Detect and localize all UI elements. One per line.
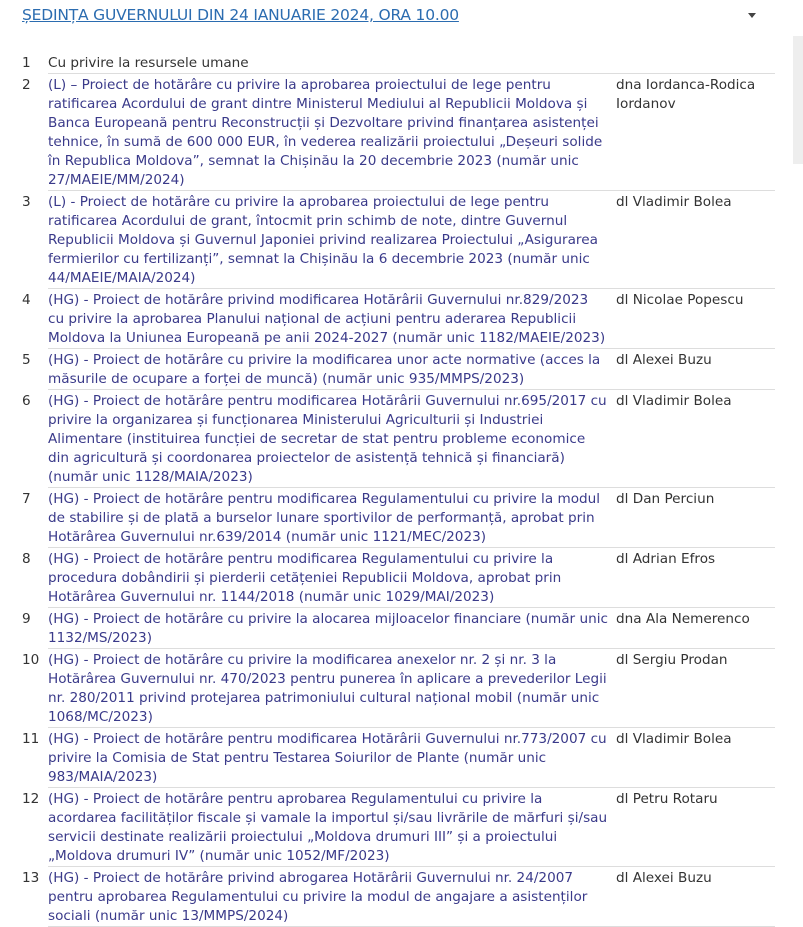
agenda-item-number: 9 <box>22 610 31 627</box>
agenda-row <box>22 289 775 349</box>
agenda-item-text: (HG) - Proiect de hotărâre cu privire la modificarea anexelor nr. 2 și nr. 3 la Hotărârea Guvernului nr. 470/2023 pentru punerea în aplicare a prevederilor Legii nr. 280/2011 privind protejarea patrimoniului cultural național mobil (număr unic 1068/MC/2023) <box>48 649 616 728</box>
agenda-row <box>22 728 775 788</box>
agenda-item-number: 12 <box>22 790 40 807</box>
agenda-item-responsible: dl Dan Perciun <box>616 488 775 548</box>
agenda-row <box>22 52 775 74</box>
agenda-item-responsible <box>616 52 775 74</box>
agenda-row <box>22 349 775 390</box>
agenda-item-text: (HG) - Proiect de hotărâre pentru modificarea Regulamentului cu privire la procedura dobândirii și pierderii cetățeniei Republicii Moldova, aprobat prin Hotărârea Guvernului nr. 1144/2018 (număr unic 1029/MAI/2023) <box>48 548 616 608</box>
agenda-row <box>22 608 775 649</box>
agenda-item-number: 10 <box>22 651 40 668</box>
agenda-item-text: (HG) - Proiect de hotărâre pentru modificarea Regulamentului cu privire la modul de stabilire și de plată a burselor lunare sportivilor de performanță, aprobat prin Hotărârea Guvernului nr.639/2014 (număr unic 1121/MEC/2023) <box>48 488 616 548</box>
scrollbar-thumb[interactable] <box>793 36 803 164</box>
session-title-link[interactable]: ȘEDINȚA GUVERNULUI DIN 24 IANUARIE 2024, ORA 10.00 <box>22 6 459 24</box>
agenda-item-text: (HG) - Proiect de hotărâre privind abrogarea Hotărârii Guvernului nr. 24/2007 pentru aprobarea Regulamentului cu privire la modul de angajare a asistenților sociali (număr unic 13/MMPS/2024) <box>48 867 616 927</box>
agenda-item-responsible: dl Alexei Buzu <box>616 867 775 927</box>
agenda-item-number: 13 <box>22 869 40 886</box>
agenda-item-number: 6 <box>22 392 31 409</box>
agenda-item-number: 11 <box>22 730 40 747</box>
agenda-item-responsible: dl Nicolae Popescu <box>616 289 775 349</box>
agenda-item-responsible: dl Adrian Efros <box>616 548 775 608</box>
agenda-item-text: (HG) - Proiect de hotărâre cu privire la modificarea unor acte normative (acces la măsurile de ocupare a forței de muncă) (număr unic 935/MMPS/2023) <box>48 349 616 390</box>
agenda-row <box>22 488 775 548</box>
agenda-item-text: (HG) - Proiect de hotărâre cu privire la alocarea mijloacelor financiare (număr unic 1132/MS/2023) <box>48 608 616 649</box>
caret-down-icon[interactable] <box>748 13 756 18</box>
agenda-item-text: (HG) - Proiect de hotărâre privind modificarea Hotărârii Guvernului nr.829/2023 cu privire la aprobarea Planului național de acțiuni pentru aderarea Republicii Moldova la Uniunea Europeană pe anii 2024-2027 (număr unic 1182/MAEIE/2023) <box>48 289 616 349</box>
agenda-row <box>22 867 775 927</box>
agenda-item-responsible: dl Vladimir Bolea <box>616 390 775 488</box>
agenda-item-number: 4 <box>22 291 31 308</box>
agenda-item-number: 8 <box>22 550 31 567</box>
agenda-item-text: (HG) - Proiect de hotărâre pentru aprobarea Regulamentului cu privire la acordarea facilităților fiscale și vamale la importul și/sau livrările de mărfuri și/sau servicii destinate realizării proiectului „Moldova drumuri III” și a proiectului „Moldova drumuri IV” (număr unic 1052/MF/2023) <box>48 788 616 867</box>
agenda-row <box>22 788 775 867</box>
agenda-item-responsible: dl Sergiu Prodan <box>616 649 775 728</box>
agenda-item-responsible: dna Ala Nemerenco <box>616 608 775 649</box>
agenda-row <box>22 74 775 191</box>
agenda-item-responsible: dna Iordanca-Rodica Iordanov <box>616 74 775 191</box>
agenda-row <box>22 548 775 608</box>
agenda-row <box>22 191 775 289</box>
agenda-item-number: 1 <box>22 55 31 71</box>
agenda-item-number: 5 <box>22 351 31 368</box>
agenda-row <box>22 649 775 728</box>
agenda-item-number: 3 <box>22 193 31 210</box>
agenda-item-text: Cu privire la resursele umane <box>48 52 616 74</box>
agenda-item-number: 2 <box>22 76 31 93</box>
scrollbar-track[interactable] <box>791 36 803 901</box>
agenda-row <box>22 390 775 488</box>
agenda-table <box>22 52 775 927</box>
agenda-item-responsible: dl Alexei Buzu <box>616 349 775 390</box>
session-header[interactable] <box>0 0 803 40</box>
agenda-item-responsible: dl Vladimir Bolea <box>616 728 775 788</box>
agenda-item-number: 7 <box>22 490 31 507</box>
agenda-item-text: (L) – Proiect de hotărâre cu privire la aprobarea proiectului de lege pentru ratificarea Acordului de grant dintre Ministerul Mediului al Republicii Moldova și Banca Europeană pentru Reconstrucții și Dezvoltare privind finanțarea asistenței tehnice, în sumă de 600 000 EUR, în vederea realizării proiectului „Deșeuri solide în Republica Moldova”, semnat la Chișinău la 20 decembrie 2023 (număr unic 27/MAEIE/MM/2024) <box>48 74 616 191</box>
agenda-item-text: (HG) - Proiect de hotărâre pentru modificarea Hotărârii Guvernului nr.773/2007 cu privire la Comisia de Stat pentru Testarea Soiurilor de Plante (număr unic 983/MAIA/2023) <box>48 728 616 788</box>
agenda-item-text: (L) - Proiect de hotărâre cu privire la aprobarea proiectului de lege pentru ratificarea Acordului de grant, întocmit prin schimb de note, dintre Guvernul Republicii Moldova și Guvernul Japoniei privind realizarea Proiectului „Asigurarea fermierilor cu fertilizanți”, semnat la Chișinău la 6 decembrie 2023 (număr unic 44/MAEIE/MAIA/2024) <box>48 191 616 289</box>
agenda-item-responsible: dl Vladimir Bolea <box>616 191 775 289</box>
agenda-item-text: (HG) - Proiect de hotărâre pentru modificarea Hotărârii Guvernului nr.695/2017 cu privire la organizarea și funcționarea Ministerului Agriculturii și Industriei Alimentare (instituirea funcției de secretar de stat pentru probleme economice din agricultură și coordonarea proiectelor de asistență tehnică și financiară) (număr unic 1128/MAIA/2023) <box>48 390 616 488</box>
agenda-item-responsible: dl Petru Rotaru <box>616 788 775 867</box>
